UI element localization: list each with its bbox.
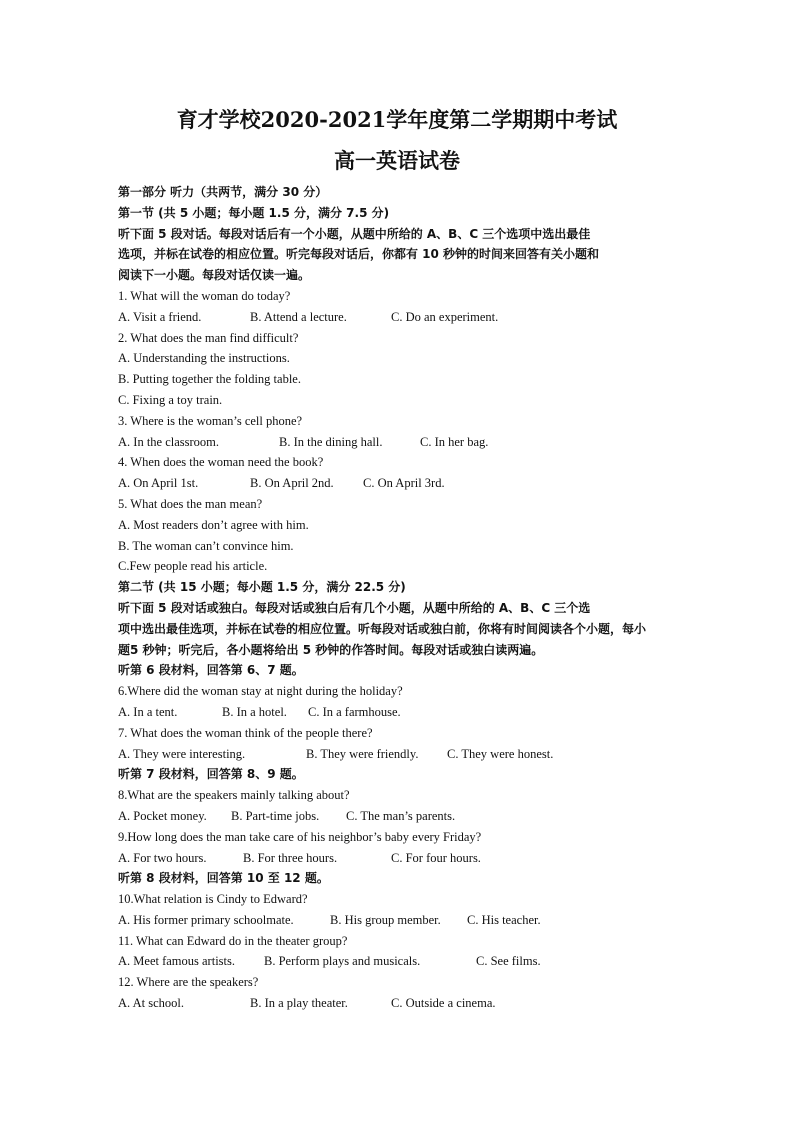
part1-heading: 第一部分 听力（共两节，满分 30 分）	[118, 185, 328, 199]
option-c: C. Outside a cinema.	[391, 996, 496, 1011]
question-stem: 1. What will the woman do today?	[118, 288, 291, 303]
option-c: C. His teacher.	[467, 912, 541, 927]
option-b: B. Part-time jobs.	[231, 808, 320, 823]
option-a: A. Most readers don’t agree with him.	[118, 517, 309, 532]
exam-content	[118, 182, 678, 1014]
question-options	[118, 473, 678, 494]
option-b: B. Putting together the folding table.	[118, 372, 301, 387]
question-stem: 4. When does the woman need the book?	[118, 455, 324, 470]
exam-title: 育才学校2020-2021学年度第二学期期中考试	[176, 107, 618, 132]
option-a: A. Understanding the instructions.	[118, 351, 290, 366]
option-b: B. For three hours.	[243, 850, 338, 865]
option-a: A. Meet famous artists.	[118, 954, 235, 969]
section1-instruction: 听下面 5 段对话。每段对话后有一个小题，从题中所给的 A、B、C 三个选项中选出最佳	[118, 226, 591, 241]
option-c: C. See films.	[476, 954, 541, 969]
question-options	[118, 307, 678, 328]
material-heading: 听第 7 段材料，回答第 8、9 题。	[118, 767, 304, 782]
question-stem: 6.Where did the woman stay at night during the holiday?	[118, 684, 403, 699]
section2-instruction: 听下面 5 段对话或独白。每段对话或独白后有几个小题，从题中所给的 A、B、C 三个选	[118, 600, 591, 615]
section1-instruction: 阅读下一小题。每段对话仅读一遍。	[118, 268, 311, 283]
option-b: B. In the dining hall.	[279, 434, 383, 449]
option-b: B. They were friendly.	[306, 746, 419, 761]
option-a: A. On April 1st.	[118, 476, 199, 491]
question-stem: 9.How long does the man take care of his neighbor’s baby every Friday?	[118, 829, 482, 844]
question-options	[118, 806, 678, 827]
section1-heading: 第一节 (共 5 小题；每小题 1.5 分，满分 7.5 分)	[118, 205, 390, 220]
option-b: B. Attend a lecture.	[250, 309, 347, 324]
question-stem: 5. What does the man mean?	[118, 496, 263, 511]
question-stem: 12. Where are the speakers?	[118, 975, 259, 990]
option-c: C. In a farmhouse.	[308, 704, 401, 719]
option-c: C. The man’s parents.	[346, 808, 456, 823]
option-a: A. In a tent.	[118, 704, 178, 719]
question-stem: 8.What are the speakers mainly talking about?	[118, 788, 350, 803]
question-options	[118, 744, 678, 765]
question-options	[118, 432, 678, 453]
option-c: C. Do an experiment.	[391, 309, 499, 324]
option-a: A. His former primary schoolmate.	[118, 912, 294, 927]
option-b: B. In a hotel.	[222, 704, 287, 719]
option-b: B. Perform plays and musicals.	[264, 954, 421, 969]
option-c: C. Fixing a toy train.	[118, 392, 223, 407]
option-c: C. In her bag.	[420, 434, 489, 449]
option-c: C. They were honest.	[447, 746, 554, 761]
option-a: A. Visit a friend.	[118, 309, 202, 324]
material-heading: 听第 6 段材料，回答第 6、7 题。	[118, 663, 304, 678]
option-b: B. In a play theater.	[250, 996, 348, 1011]
option-a: A. For two hours.	[118, 850, 207, 865]
question-options	[118, 848, 678, 869]
option-b: B. His group member.	[330, 912, 441, 927]
question-stem: 11. What can Edward do in the theater group?	[118, 933, 348, 948]
material-heading: 听第 8 段材料，回答第 10 至 12 题。	[118, 871, 329, 886]
question-options	[118, 910, 678, 931]
question-options	[118, 951, 678, 972]
question-stem: 10.What relation is Cindy to Edward?	[118, 892, 308, 907]
question-stem: 2. What does the man find difficult?	[118, 330, 299, 345]
exam-subtitle: 高一英语试卷	[334, 148, 460, 173]
option-c: C. For four hours.	[391, 850, 481, 865]
option-a: A. At school.	[118, 996, 184, 1011]
section1-instruction: 选项，并标在试卷的相应位置。听完每段对话后，你都有 10 秒钟的时间来回答有关小题和	[118, 247, 600, 262]
option-a: A. Pocket money.	[118, 808, 207, 823]
option-c: C. On April 3rd.	[363, 476, 445, 491]
question-stem: 7. What does the woman think of the people there?	[118, 725, 373, 740]
option-a: A. They were interesting.	[118, 746, 246, 761]
question-options	[118, 702, 678, 723]
option-b: B. On April 2nd.	[250, 476, 334, 491]
section2-instruction: 题5 秒钟；听完后，各小题将给出 5 秒钟的作答时间。每段对话或独白读两遍。	[118, 642, 544, 657]
question-options	[118, 993, 678, 1014]
section2-heading: 第二节 (共 15 小题；每小题 1.5 分，满分 22.5 分)	[118, 580, 406, 595]
question-stem: 3. Where is the woman’s cell phone?	[118, 413, 303, 428]
option-a: A. In the classroom.	[118, 434, 220, 449]
section2-instruction: 项中选出最佳选项，并标在试卷的相应位置。听每段对话或独白前，你将有时间阅读各个小题，每小	[118, 621, 647, 636]
option-b: B. The woman can’t convince him.	[118, 538, 294, 553]
option-c: C.Few people read his article.	[118, 559, 268, 574]
